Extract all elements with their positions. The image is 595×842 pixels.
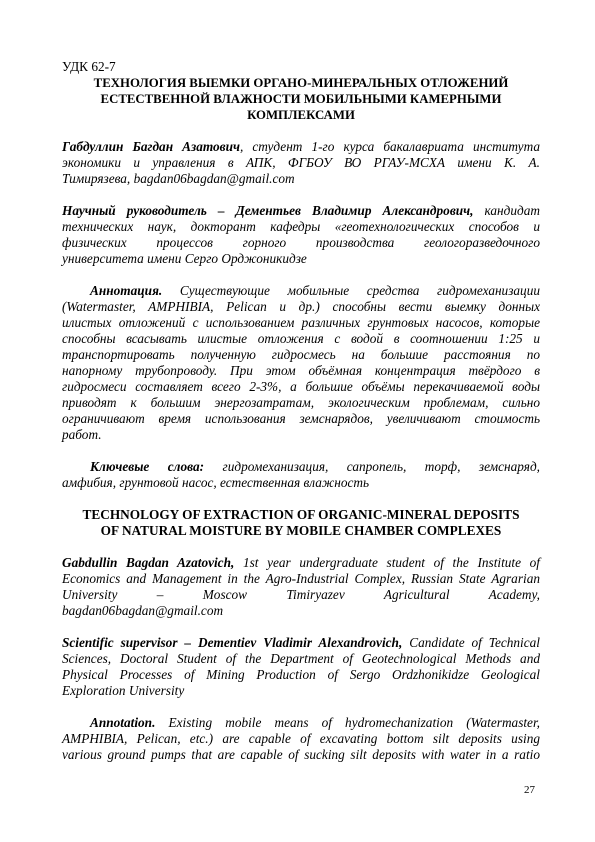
ru-supervisor-text: кандидат (473, 203, 541, 218)
ru-author-line-2: экономики и управления в АПК, ФГБОУ ВО РГАУ-МСХА имени К. А. (62, 155, 540, 170)
ru-author-name: Габдуллин Багдан Азатович (62, 139, 240, 154)
ru-title-line-3: КОМПЛЕКСАМИ (247, 108, 355, 122)
ru-keywords-line-1 (90, 459, 540, 475)
ru-title-line-1: ТЕХНОЛОГИЯ ВЫЕМКИ ОРГАНО-МИНЕРАЛЬНЫХ ОТЛОЖЕНИЙ (93, 76, 509, 90)
en-author-line-1 (62, 555, 540, 571)
ru-supervisor-line-1 (62, 203, 540, 219)
ru-author-line-3: Тимирязева, bagdan06bagdan@gmail.com (62, 171, 295, 186)
ru-annotation-line-9: ограничивают время использования земснарядов, увеличивают стоимость (62, 411, 540, 426)
en-annotation-line-1 (90, 715, 540, 731)
ru-annotation-line-2: (Watermaster, AMPHIBIA, Pelican и др.) способны вести выемку донных (62, 299, 540, 314)
en-author-line-2: Economics and Management in the Agro-Industrial Complex, Russian State Agrarian (62, 571, 540, 586)
en-annotation-line-3: various ground pumps that are capable of sucking silt deposits with water in a ratio (62, 747, 540, 762)
ru-annotation-text: Существующие мобильные средства гидромеханизации (162, 283, 540, 298)
en-author-line-4: bagdan06bagdan@gmail.com (62, 603, 224, 618)
en-annotation-label: Annotation. (90, 715, 156, 730)
en-supervisor-line-1 (62, 635, 540, 651)
ru-annotation-label: Аннотация. (90, 283, 163, 298)
en-title-line-1: TECHNOLOGY OF EXTRACTION OF ORGANIC-MINERAL DEPOSITS (82, 507, 520, 522)
en-annotation-line-2: AMPHIBIA, Pelican, etc.) are capable of excavating bottom silt deposits using (62, 731, 540, 746)
udk-code: УДК 62-7 (62, 59, 116, 74)
ru-keywords-text: гидромеханизация, сапропель, торф, земснаряд, (204, 459, 540, 474)
en-author-text: 1st year undergraduate student of the Institute of (234, 555, 540, 570)
en-supervisor-line-2: Sciences, Doctoral Student of the Department of Geotechnological Methods and (62, 651, 540, 666)
en-supervisor-text: Candidate of Technical (402, 635, 540, 650)
ru-supervisor-line-4: университета имени Серго Орджоникидзе (62, 251, 307, 266)
ru-annotation-line-6: напорному трубопроводу. При этом объёмная концентрация твёрдого в (62, 363, 540, 378)
en-supervisor-name: Scientific supervisor – Dementiev Vladimir Alexandrovich, (62, 635, 403, 650)
ru-author-line-1 (62, 139, 540, 155)
ru-author-text: , студент 1-го курса бакалавриата института (239, 139, 540, 154)
ru-supervisor-line-2: технических наук, докторант кафедры «геотехнологических способов и (62, 219, 540, 234)
en-author-name: Gabdullin Bagdan Azatovich, (62, 555, 235, 570)
en-annotation-text: Existing mobile means of hydromechanization (Watermaster, (155, 715, 540, 730)
ru-annotation-line-8: приводят к большим энергозатратам, экологическим проблемам, сильно (62, 395, 540, 410)
en-title-line-2: OF NATURAL MOISTURE BY MOBILE CHAMBER COMPLEXES (100, 523, 502, 538)
ru-annotation-line-3: илистых отложений с использованием различных грунтовых насосов, которые (62, 315, 540, 330)
en-supervisor-line-4: Exploration University (62, 683, 185, 698)
ru-keywords-label: Ключевые слова: (90, 459, 205, 474)
en-supervisor-line-3: Physical Processes of Mining Production of Sergo Ordzhonikidze Geological (62, 667, 540, 682)
ru-annotation-line-10: работ. (62, 427, 102, 442)
ru-title-line-2: ЕСТЕСТВЕННОЙ ВЛАЖНОСТИ МОБИЛЬНЫМИ КАМЕРНЫМИ (100, 92, 502, 106)
ru-annotation-line-5: транспортировать полученную гидросмесь на большие расстояния по (62, 347, 540, 362)
ru-annotation-line-7: гидросмеси составляет всего 2-3%, а большие объёмы перекачиваемой воды (62, 379, 540, 394)
ru-annotation-line-1 (90, 283, 540, 299)
en-author-line-3: University – Moscow Timiryazev Agricultural Academy, (62, 587, 540, 602)
ru-supervisor-line-3: физических процессов горного производства геологоразведочного (62, 235, 540, 250)
page-number: 27 (524, 784, 535, 796)
ru-supervisor-name: Научный руководитель – Дементьев Владимир Александрович, (62, 203, 474, 218)
ru-annotation-line-4: способны всасывать илистые отложения с водой в соотношении 1:25 и (62, 331, 540, 346)
ru-keywords-line-2: амфибия, грунтовой насос, естественная влажность (62, 475, 370, 490)
